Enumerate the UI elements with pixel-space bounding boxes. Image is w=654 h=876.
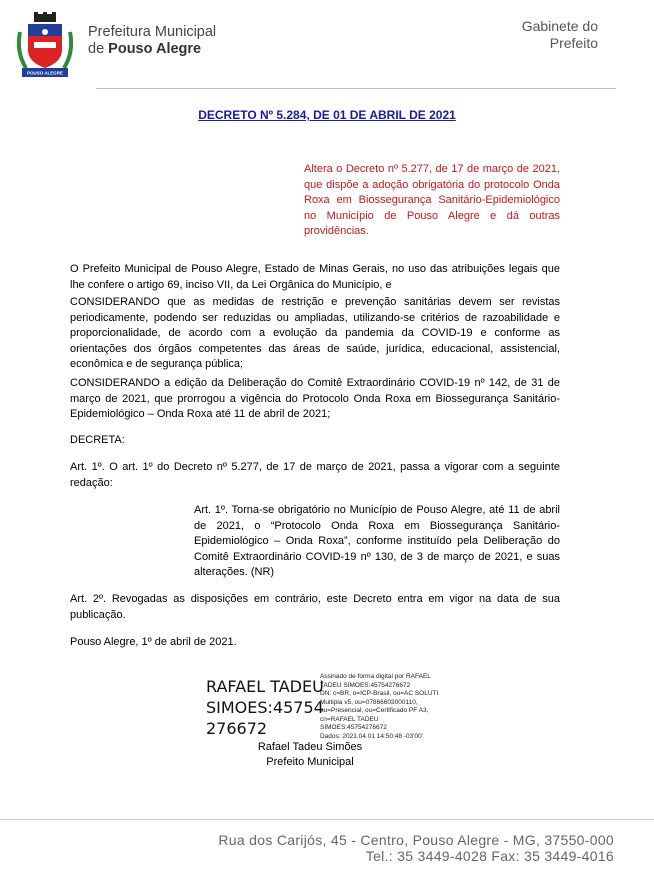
article-1-quoted-text: Art. 1º. Torna-se obrigatório no Município de Pouso Alegre, até 11 de abril de 2021, o “Protocolo Onda Roxa em Biossegurança Sanitário-Epidemiológico – Onda Roxa”, conforme instituído pela Deliberação do Comitê Extraordinário COVID-19 nº 130, de 3 de março de 2021, e suas alterações. (NR) bbox=[194, 504, 560, 578]
municipality-title bbox=[88, 24, 216, 58]
digital-signature-name bbox=[206, 676, 324, 739]
signature-detail-line: Assinado de forma digital por RAFAEL bbox=[320, 673, 431, 680]
footer-phones: Tel.: 35 3449-4028 Fax: 35 3449-4016 bbox=[365, 848, 614, 864]
header-divider bbox=[96, 88, 616, 89]
office-line-1: Gabinete do bbox=[521, 18, 598, 34]
article-2-paragraph: Art. 2º. Revogadas as disposições em contrário, este Decreto entra em vigor na data de sua publicação. bbox=[70, 593, 560, 621]
signer-block bbox=[230, 740, 390, 770]
signature-detail-line: Dados: 2021.04.01 14:50:48 -03'00' bbox=[320, 732, 423, 740]
decreta-heading: DECRETA: bbox=[70, 434, 125, 446]
digital-signature-name-line-3: 276672 bbox=[206, 719, 268, 738]
signer-role: Prefeito Municipal bbox=[266, 756, 354, 768]
signature-detail-line: Multipla v5, ou=07866603000110, bbox=[320, 698, 418, 706]
signer-name: Rafael Tadeu Simões bbox=[257, 741, 363, 753]
municipality-city: Pouso Alegre bbox=[108, 41, 202, 57]
considerando-paragraph-1: CONSIDERANDO que as medidas de restrição e prevenção sanitárias devem ser revistas periodicamente, podendo ser reduzidas ou ampliadas, utilizando-se critérios de razoabilidade e proporcionalidade, de acordo com a evolução da pandemia da COVID-19 e conforme as orientações dos órgãos competentes das áreas de saúde, jurídica, educacional, assistencial, econômica e de segurança pública; bbox=[70, 296, 560, 370]
digital-signature-name-line-2: SIMOES:45754 bbox=[206, 698, 324, 717]
decree-summary: Altera o Decreto nº 5.277, de 17 de março de 2021, que dispõe a adoção obrigatória do protocolo Onda Roxa em Biossegurança Sanitário-Epidemiológico no Município de Pouso Alegre e dá outras providências. bbox=[304, 163, 560, 237]
considerando-paragraph-2: CONSIDERANDO a edição da Deliberação do Comitê Extraordinário COVID-19 nº 142, de 31 de março de 2021, que prorrogou a vigência do Protocolo Onda Roxa em Biossegurança Sanitário-Epidemiológico – Onda Roxa até 11 de abril de 2021; bbox=[70, 377, 560, 420]
signature-detail-line: cn=RAFAEL TADEU bbox=[320, 715, 379, 723]
digital-signature-details bbox=[320, 673, 440, 741]
signature-detail-line: TADEU SIMOES:45754276672 bbox=[320, 681, 411, 689]
office-name bbox=[522, 18, 598, 52]
footer-divider bbox=[0, 819, 654, 820]
coat-of-arms-logo bbox=[12, 12, 78, 78]
municipality-prefix: de bbox=[88, 41, 105, 57]
signature-detail-line: ou=Presencial, ou=Certificado PF A3, bbox=[320, 707, 429, 714]
signature-detail-line: SIMOES:45754276672 bbox=[320, 724, 387, 731]
place-and-date: Pouso Alegre, 1º de abril de 2021. bbox=[70, 636, 237, 648]
decree-title: DECRETO Nº 5.284, DE 01 DE ABRIL DE 2021 bbox=[198, 108, 456, 122]
office-line-2: Prefeito bbox=[549, 35, 598, 51]
logo-banner-text: POUSO ALEGRE bbox=[26, 70, 64, 76]
footer-contact bbox=[218, 832, 614, 864]
digital-signature-name-line-1: RAFAEL TADEU bbox=[206, 677, 324, 696]
municipality-line-1: Prefeitura Municipal bbox=[88, 24, 217, 40]
footer-address: Rua dos Carijós, 45 - Centro, Pouso Alegre - MG, 37550-000 bbox=[218, 832, 614, 848]
article-1-paragraph: Art. 1º. O art. 1º do Decreto nº 5.277, de 17 de março de 2021, passa a vigorar com a seguinte redação: bbox=[70, 461, 560, 489]
preamble-paragraph: O Prefeito Municipal de Pouso Alegre, Estado de Minas Gerais, no uso das atribuições legais que lhe confere o artigo 69, inciso VII, da Lei Orgânica do Município, e bbox=[70, 263, 560, 291]
letterhead bbox=[0, 0, 654, 92]
municipality-line-2 bbox=[88, 41, 216, 58]
signature-detail-line: DN: c=BR, o=ICP-Brasil, ou=AC SOLUTI bbox=[320, 690, 439, 697]
